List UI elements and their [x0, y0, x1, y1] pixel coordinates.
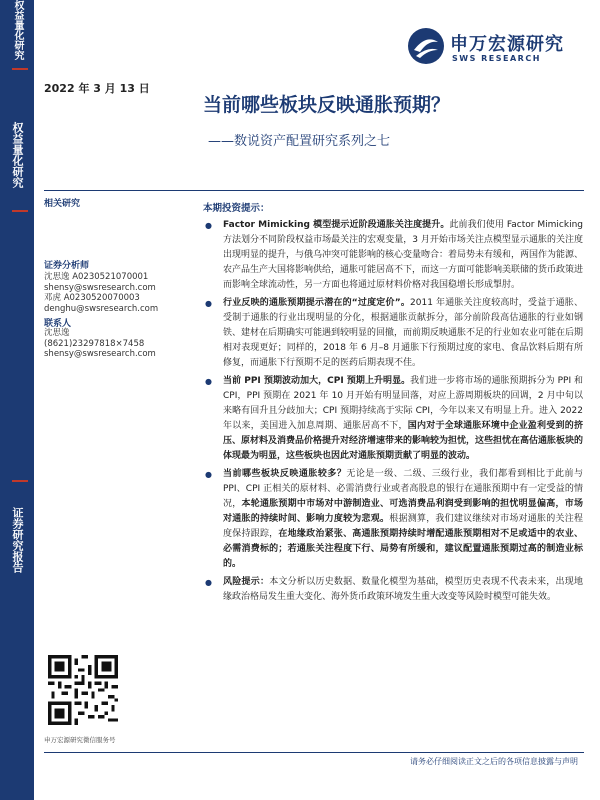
analyst-label: 证券分析师 [44, 261, 90, 271]
qr-code[interactable] [48, 655, 118, 725]
contact-list [44, 328, 156, 360]
contact-label: 联系人 [44, 319, 72, 329]
sidebar-mid-label: 权益量化研究 [11, 122, 24, 188]
brand-name-en: SWS RESEARCH [452, 54, 541, 63]
footer-divider [44, 752, 584, 753]
analyst-line: 沈思逸 A0230521070001 [44, 272, 149, 282]
contact-email[interactable]: shensy@swsresearch.com [44, 349, 156, 359]
brand-logo [406, 20, 576, 68]
bullet-item: ● 当前哪些板块反映通胀较多？无论是一级、二级、三级行业，我们都看到相比于此前与 PPI、CPI 正相关的原材料、必需消费行业或者高股息的银行在通胀预期中有一定受益的情况，本轮通胀预期中市场对中游制造业、可选消费品利润受到影响的担忧明显偏高，市场对通胀的持续时间、影响力度较为悲观。根据测算，我们建议继续对市场对通胀的关注程度保持跟踪，在地缘政治紧张、高通胀预期持续时增配通胀预期相对不足或适中的农业、必需消费标的；若通胀关注程度下行、局势有所缓和，建议配置通胀预期过高的制造业标的。 [203, 467, 583, 572]
sidebar-divider [12, 210, 28, 212]
contact-name: 沈思逸 [44, 328, 70, 338]
report-date: 2022 年 3 月 13 日 [44, 82, 150, 95]
header-divider [44, 190, 584, 191]
related-research-label: 相关研究 [44, 199, 81, 209]
bullet-item: ● Factor Mimicking 模型提示近阶段通胀关注度提升。此前我们使用 Factor Mimicking 方法划分不同阶段权益市场最关注的宏观变量，3 月开始市场关注点模型显示通胀的关注度出现明显的提升，与俄乌冲突可能影响的核心变量吻合：着局势未有缓和，两国作为能源、农产品生产大国将影响供给，通胀可能居高不下，而这一方面可能影响美联储的货币政策进而影响全球流动性，另一方面也将通过原材料价格对我国稳增长形成掣肘。 [203, 218, 583, 293]
section-title: 本期投资提示： [203, 203, 270, 214]
analyst-list [44, 272, 158, 314]
investment-highlights [203, 218, 583, 608]
footer-disclaimer: 请务必仔细阅读正文之后的各项信息披露与声明 [410, 757, 578, 766]
brand-name-cn: 申万宏源研究 [450, 34, 564, 55]
bullet-item: ● 当前 PPI 预期波动加大，CPI 预期上升明显。我们进一步将市场的通胀预期拆分为 PPI 和 CPI，PPI 预期在 2021 年 10 月开始有明显回落，对应上游周期板块的回调，2 月中旬以来略有回升且分歧加大；CPI 预期持续高于实际 CPI，今年以来又有明显上升。进入 2022 年以来，美国进入加息周期、通胀居高不下，国内对于全球通胀环境中企业盈利受到的挤压、原材料及消费品价格提升对经济增速带来的影响较为担忧，这些担忧在高估通胀板块的体现最为明显，这些板块也因此对通胀预期贡献了明显的波动。 [203, 374, 583, 464]
sidebar-divider [12, 480, 28, 482]
sidebar-divider [12, 68, 28, 70]
report-subtitle: ——数说资产配置研究系列之七 [208, 134, 391, 149]
sidebar-top-label: 权益量化研究 [12, 0, 23, 60]
sws-logo-icon [406, 26, 446, 66]
contact-phone: (8621)23297818×7458 [44, 338, 145, 349]
bullet-item: ● 行业反映的通胀预期提示潜在的“过度定价”。2011 年通胀关注度较高时，受益于通胀、受制于通胀的行业出现明显的分化，根据通胀贡献拆分，部分前阶段高估通胀的行业如钢铁、建材在后期确实可能遇到较明显的回撤，而前期反映通胀不足的行业如农业可能在后期相对表现更好；同样的，2018 年 6 月–8 月通胀下行预期过度的家电、食品饮料后期有所修复，而通胀下行预期不足的医药后期表现不佳。 [203, 296, 583, 371]
analyst-email[interactable]: shensy@swsresearch.com [44, 282, 156, 293]
report-title: 当前哪些板块反映通胀预期？ [203, 94, 451, 116]
analyst-line: 邓虎 A0230520070003 [44, 293, 140, 303]
bullet-item: ● 风险提示：本文分析以历史数据、数量化模型为基础，模型历史表现不代表未来，出现地缘政治格局发生重大变化、海外货币政策环境发生重大改变等风险时模型可能失效。 [203, 575, 583, 605]
sidebar-bottom-label: 证券研究报告 [11, 507, 24, 573]
analyst-email[interactable]: denghu@swsresearch.com [44, 303, 159, 314]
qr-caption: 申万宏源研究微信服务号 [44, 736, 116, 744]
